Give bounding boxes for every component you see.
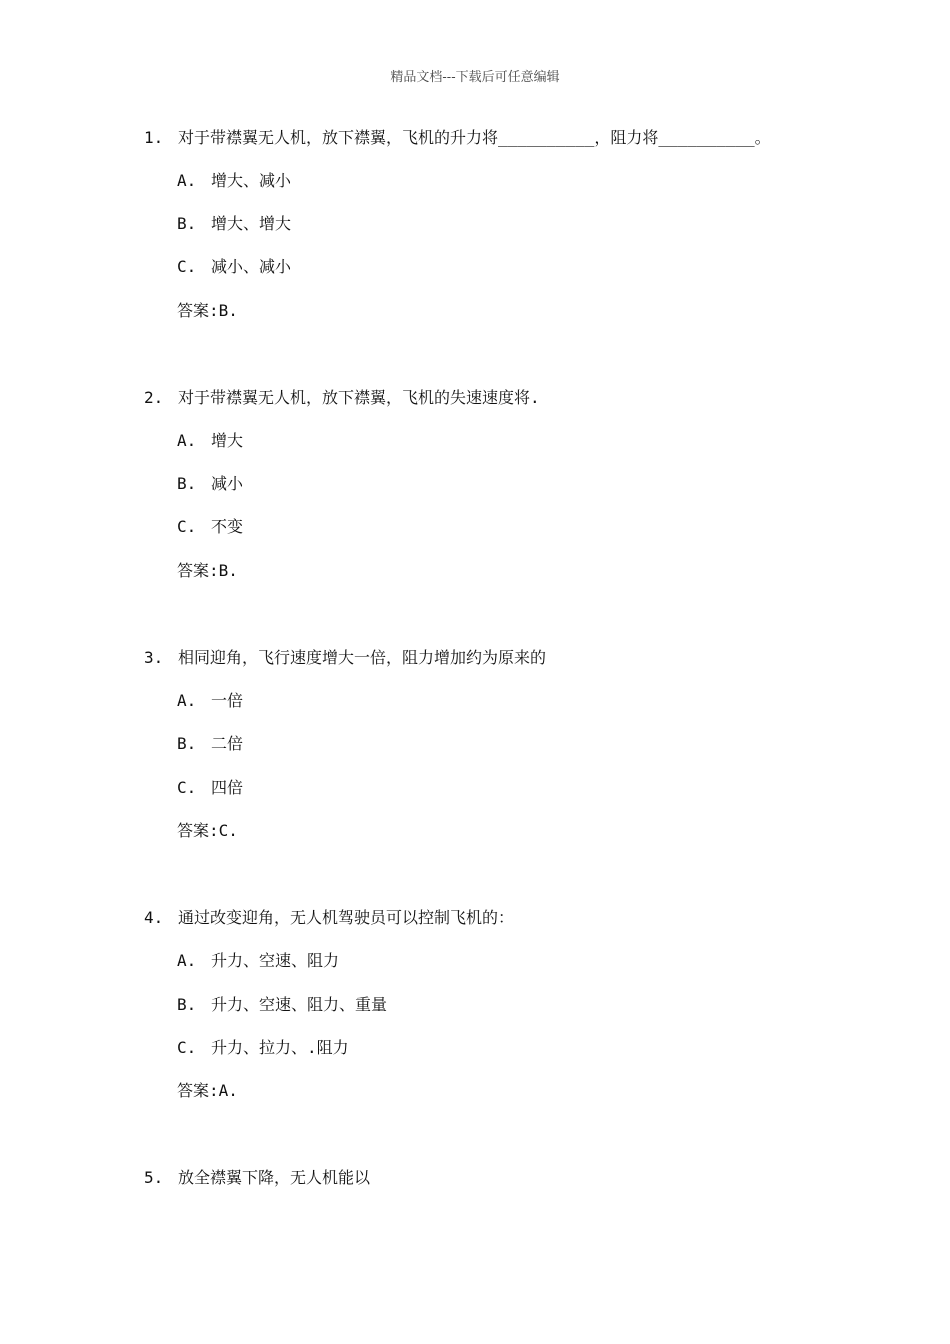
- option-1b: [177, 214, 291, 234]
- answer-2: 答案:B.: [177, 561, 238, 580]
- option-3c: [177, 778, 243, 798]
- option-2b: [177, 474, 243, 494]
- question-number: 1.: [144, 128, 164, 147]
- option-4b: [177, 995, 387, 1015]
- option-text: 二倍: [211, 734, 244, 753]
- question-number: 2.: [144, 388, 164, 407]
- option-3b: [177, 734, 243, 754]
- option-letter: B.: [177, 214, 197, 233]
- option-letter: B.: [177, 734, 197, 753]
- option-2c: [177, 517, 243, 537]
- question-text: 对于带襟翼无人机，放下襟翼，飞机的失速速度将.: [178, 388, 540, 407]
- option-letter: A.: [177, 431, 197, 450]
- answer-4: 答案:A.: [177, 1081, 238, 1100]
- option-letter: A.: [177, 171, 197, 190]
- option-4a: [177, 951, 339, 971]
- option-text: 增大、减小: [211, 171, 292, 190]
- option-letter: A.: [177, 691, 197, 710]
- option-text: 一倍: [211, 691, 244, 710]
- option-letter: A.: [177, 951, 197, 970]
- option-text: 减小: [211, 474, 244, 493]
- option-text: 升力、空速、阻力、重量: [211, 995, 388, 1014]
- option-letter: C.: [177, 257, 197, 276]
- page-header: 精品文档---下载后可任意编辑: [390, 70, 560, 85]
- option-text: 升力、拉力、.阻力: [211, 1038, 349, 1057]
- answer-1: 答案:B.: [177, 301, 238, 320]
- option-text: 增大、增大: [211, 214, 292, 233]
- question-number: 5.: [144, 1168, 164, 1187]
- option-text: 减小、减小: [211, 257, 292, 276]
- option-letter: B.: [177, 474, 197, 493]
- question-4: [144, 908, 514, 928]
- question-1: [144, 128, 771, 148]
- question-text: 放全襟翼下降，无人机能以: [178, 1168, 371, 1187]
- option-text: 四倍: [211, 778, 244, 797]
- option-1a: [177, 171, 291, 191]
- option-4c: [177, 1038, 349, 1058]
- question-text: 对于带襟翼无人机，放下襟翼，飞机的升力将__________，阻力将__________。: [178, 128, 771, 147]
- option-letter: B.: [177, 995, 197, 1014]
- option-letter: C.: [177, 778, 197, 797]
- question-3: [144, 648, 546, 668]
- option-text: 不变: [211, 517, 244, 536]
- question-text: 通过改变迎角，无人机驾驶员可以控制飞机的：: [178, 908, 515, 927]
- option-3a: [177, 691, 243, 711]
- option-letter: C.: [177, 1038, 197, 1057]
- option-1c: [177, 257, 291, 277]
- option-text: 增大: [211, 431, 244, 450]
- question-text: 相同迎角，飞行速度增大一倍，阻力增加约为原来的: [178, 648, 547, 667]
- option-text: 升力、空速、阻力: [211, 951, 340, 970]
- question-2: [144, 388, 540, 408]
- option-letter: C.: [177, 517, 197, 536]
- option-2a: [177, 431, 243, 451]
- question-number: 4.: [144, 908, 164, 927]
- answer-3: 答案:C.: [177, 821, 238, 840]
- question-number: 3.: [144, 648, 164, 667]
- question-5: [144, 1168, 370, 1188]
